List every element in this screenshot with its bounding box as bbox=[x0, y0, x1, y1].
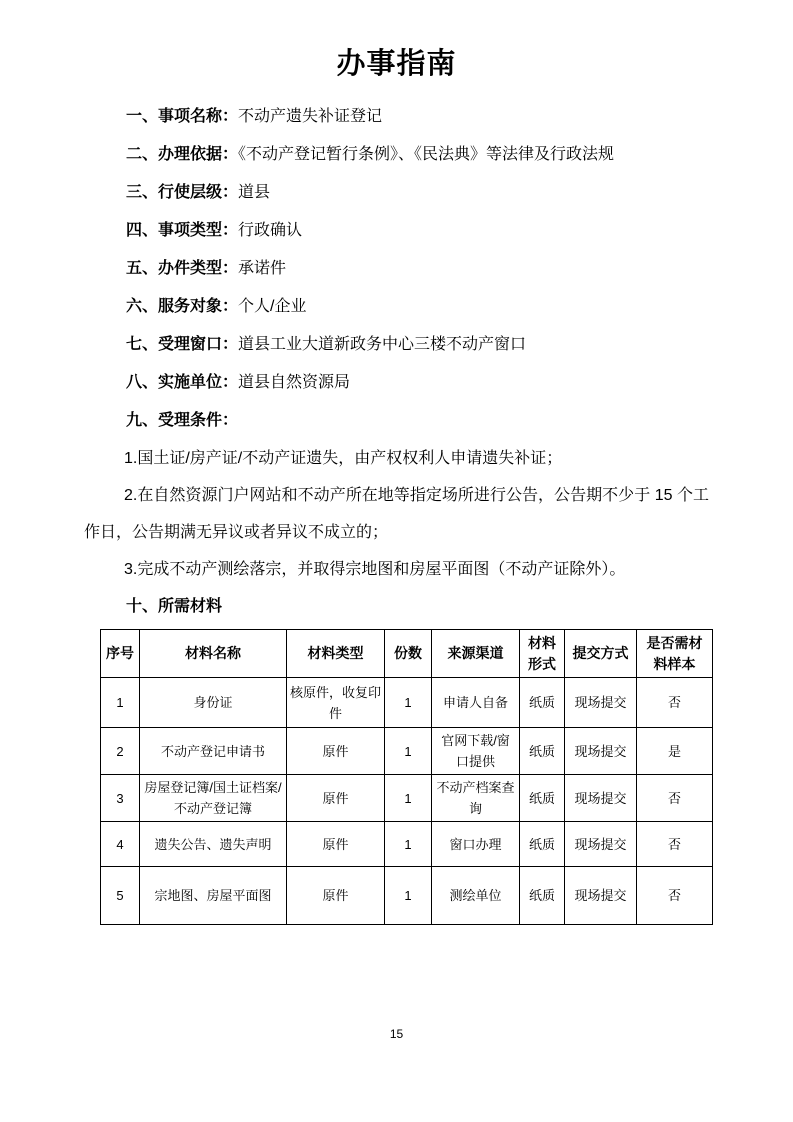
item-label: 九、受理条件： bbox=[126, 412, 239, 429]
table-cell: 遗失公告、遗失声明 bbox=[140, 822, 287, 867]
item-value: 《不动产登记暂行条例》、《民法典》等法律及行政法规 bbox=[238, 146, 615, 163]
acceptance-conditions bbox=[84, 440, 709, 588]
materials-table bbox=[100, 629, 713, 925]
condition-paragraph: 1.国土证/房产证/不动产证遗失，由产权权利人申请遗失补证； bbox=[124, 450, 563, 467]
table-cell: 现场提交 bbox=[565, 867, 637, 925]
table-cell: 宗地图、房屋平面图 bbox=[140, 867, 287, 925]
condition-paragraph: 2.在自然资源门户网站和不动产所在地等指定场所进行公告，公告期不少于 15 个工作日，公告期满无异议或者异议不成立的； bbox=[84, 487, 709, 541]
table-cell: 官网下载/窗口提供 bbox=[432, 728, 520, 775]
service-item bbox=[84, 288, 709, 326]
table-cell: 现场提交 bbox=[565, 728, 637, 775]
table-cell: 原件 bbox=[287, 728, 385, 775]
table-cell: 否 bbox=[637, 775, 713, 822]
page-title: 办事指南 bbox=[336, 48, 457, 80]
table-cell: 原件 bbox=[287, 822, 385, 867]
table-cell: 1 bbox=[385, 867, 432, 925]
table-cell: 否 bbox=[637, 822, 713, 867]
materials-heading: 十、所需材料 bbox=[126, 598, 223, 615]
table-header-cell: 材料形式 bbox=[520, 630, 565, 678]
service-item bbox=[84, 364, 709, 402]
service-item bbox=[84, 402, 709, 440]
table-cell: 纸质 bbox=[520, 867, 565, 925]
table-cell: 纸质 bbox=[520, 822, 565, 867]
item-value: 个人/企业 bbox=[238, 298, 307, 315]
table-cell: 2 bbox=[101, 728, 140, 775]
table-header-cell: 材料类型 bbox=[287, 630, 385, 678]
table-header-cell: 材料名称 bbox=[140, 630, 287, 678]
table-cell: 窗口办理 bbox=[432, 822, 520, 867]
item-value: 道县工业大道新政务中心三楼不动产窗口 bbox=[238, 336, 527, 353]
service-item bbox=[84, 250, 709, 288]
page-number: 15 bbox=[389, 1027, 404, 1041]
table-header-cell: 份数 bbox=[385, 630, 432, 678]
item-label: 四、事项类型： bbox=[126, 222, 239, 239]
table-row bbox=[101, 678, 713, 728]
item-label: 一、事项名称： bbox=[126, 108, 239, 125]
table-header-row bbox=[101, 630, 713, 678]
table-cell: 原件 bbox=[287, 775, 385, 822]
table-cell: 房屋登记簿/国土证档案/不动产登记簿 bbox=[140, 775, 287, 822]
item-value: 承诺件 bbox=[238, 260, 287, 277]
table-cell: 不动产档案查询 bbox=[432, 775, 520, 822]
table-cell: 纸质 bbox=[520, 728, 565, 775]
table-cell: 否 bbox=[637, 867, 713, 925]
item-value: 不动产遗失补证登记 bbox=[238, 108, 383, 125]
table-cell: 原件 bbox=[287, 867, 385, 925]
table-row bbox=[101, 775, 713, 822]
table-cell: 核原件，收复印件 bbox=[287, 678, 385, 728]
item-label: 三、行使层级： bbox=[126, 184, 239, 201]
table-header-cell: 提交方式 bbox=[565, 630, 637, 678]
table-header-cell: 来源渠道 bbox=[432, 630, 520, 678]
item-value: 道县自然资源局 bbox=[238, 374, 351, 391]
service-item-list bbox=[84, 98, 709, 440]
table-row bbox=[101, 867, 713, 925]
table-cell: 否 bbox=[637, 678, 713, 728]
item-label: 六、服务对象： bbox=[126, 298, 239, 315]
table-cell: 申请人自备 bbox=[432, 678, 520, 728]
item-value: 道县 bbox=[238, 184, 271, 201]
table-header-cell: 是否需材料样本 bbox=[637, 630, 713, 678]
service-item bbox=[84, 174, 709, 212]
table-cell: 1 bbox=[385, 728, 432, 775]
condition-paragraph: 3.完成不动产测绘落宗，并取得宗地图和房屋平面图（不动产证除外）。 bbox=[124, 561, 626, 578]
item-label: 八、实施单位： bbox=[126, 374, 239, 391]
table-row bbox=[101, 728, 713, 775]
table-cell: 现场提交 bbox=[565, 822, 637, 867]
table-row bbox=[101, 822, 713, 867]
table-cell: 5 bbox=[101, 867, 140, 925]
service-item bbox=[84, 212, 709, 250]
service-item bbox=[84, 326, 709, 364]
table-cell: 是 bbox=[637, 728, 713, 775]
table-cell: 1 bbox=[385, 678, 432, 728]
table-cell: 现场提交 bbox=[565, 775, 637, 822]
item-label: 七、受理窗口： bbox=[126, 336, 239, 353]
item-label: 五、办件类型： bbox=[126, 260, 239, 277]
table-header-cell: 序号 bbox=[101, 630, 140, 678]
item-label: 二、办理依据： bbox=[126, 146, 239, 163]
item-value: 行政确认 bbox=[238, 222, 303, 239]
service-item bbox=[84, 98, 709, 136]
service-item bbox=[84, 136, 709, 174]
table-cell: 1 bbox=[101, 678, 140, 728]
table-cell: 4 bbox=[101, 822, 140, 867]
table-cell: 不动产登记申请书 bbox=[140, 728, 287, 775]
table-cell: 身份证 bbox=[140, 678, 287, 728]
table-cell: 3 bbox=[101, 775, 140, 822]
table-cell: 测绘单位 bbox=[432, 867, 520, 925]
table-cell: 1 bbox=[385, 822, 432, 867]
table-cell: 现场提交 bbox=[565, 678, 637, 728]
table-cell: 纸质 bbox=[520, 775, 565, 822]
table-cell: 纸质 bbox=[520, 678, 565, 728]
table-cell: 1 bbox=[385, 775, 432, 822]
